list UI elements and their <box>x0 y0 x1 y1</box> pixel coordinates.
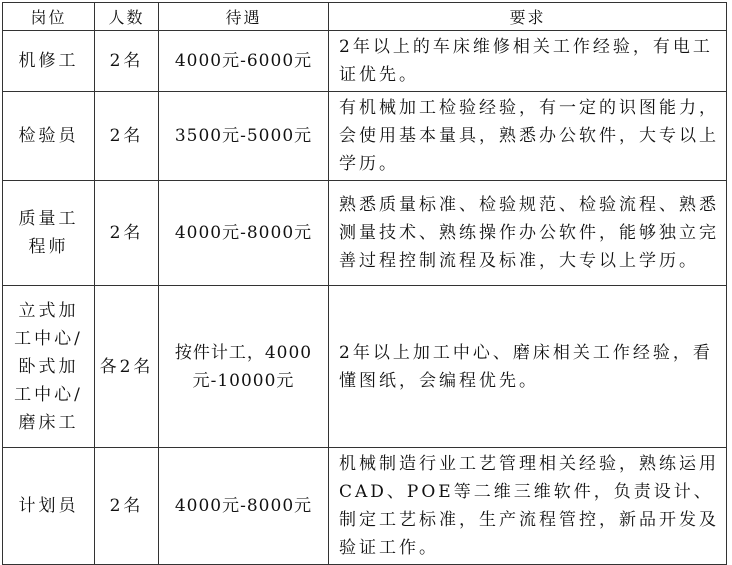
count-cell: 2名 <box>95 448 159 565</box>
count-cell: 2名 <box>95 92 159 181</box>
count-cell: 2名 <box>95 31 159 92</box>
requirement-cell: 2年以上加工中心、磨床相关工作经验，看懂图纸，会编程优先。 <box>329 286 727 448</box>
job-table <box>2 2 727 565</box>
header-row <box>3 3 727 31</box>
header-position: 岗位 <box>3 3 95 31</box>
requirement-cell: 熟悉质量标准、检验规范、检验流程、熟悉测量技术、熟练操作办公软件，能够独立完善过程控制流程及标准，大专以上学历。 <box>329 181 727 286</box>
pay-cell: 4000元-6000元 <box>159 31 329 92</box>
table-row <box>3 31 727 92</box>
position-cell: 计划员 <box>3 448 95 565</box>
requirement-cell: 机械制造行业工艺管理相关经验，熟练运用CAD、POE等二维三维软件，负责设计、制定工艺标准，生产流程管控，新品开发及验证工作。 <box>329 448 727 565</box>
requirement-cell: 有机械加工检验经验，有一定的识图能力，会使用基本量具，熟悉办公软件，大专以上学历。 <box>329 92 727 181</box>
requirement-cell: 2年以上的车床维修相关工作经验，有电工证优先。 <box>329 31 727 92</box>
count-cell: 2名 <box>95 181 159 286</box>
pay-cell: 3500元-5000元 <box>159 92 329 181</box>
header-requirement: 要求 <box>329 3 727 31</box>
header-pay: 待遇 <box>159 3 329 31</box>
position-cell: 检验员 <box>3 92 95 181</box>
table-row <box>3 286 727 448</box>
position-cell: 机修工 <box>3 31 95 92</box>
count-cell: 各2名 <box>95 286 159 448</box>
table-row <box>3 181 727 286</box>
header-count: 人数 <box>95 3 159 31</box>
position-cell: 质量工程师 <box>3 181 95 286</box>
table-row <box>3 448 727 565</box>
pay-cell: 4000元-8000元 <box>159 181 329 286</box>
pay-cell: 按件计工，4000元-10000元 <box>159 286 329 448</box>
position-cell: 立式加工中心/卧式加工中心/磨床工 <box>3 286 95 448</box>
pay-cell: 4000元-8000元 <box>159 448 329 565</box>
table-row <box>3 92 727 181</box>
